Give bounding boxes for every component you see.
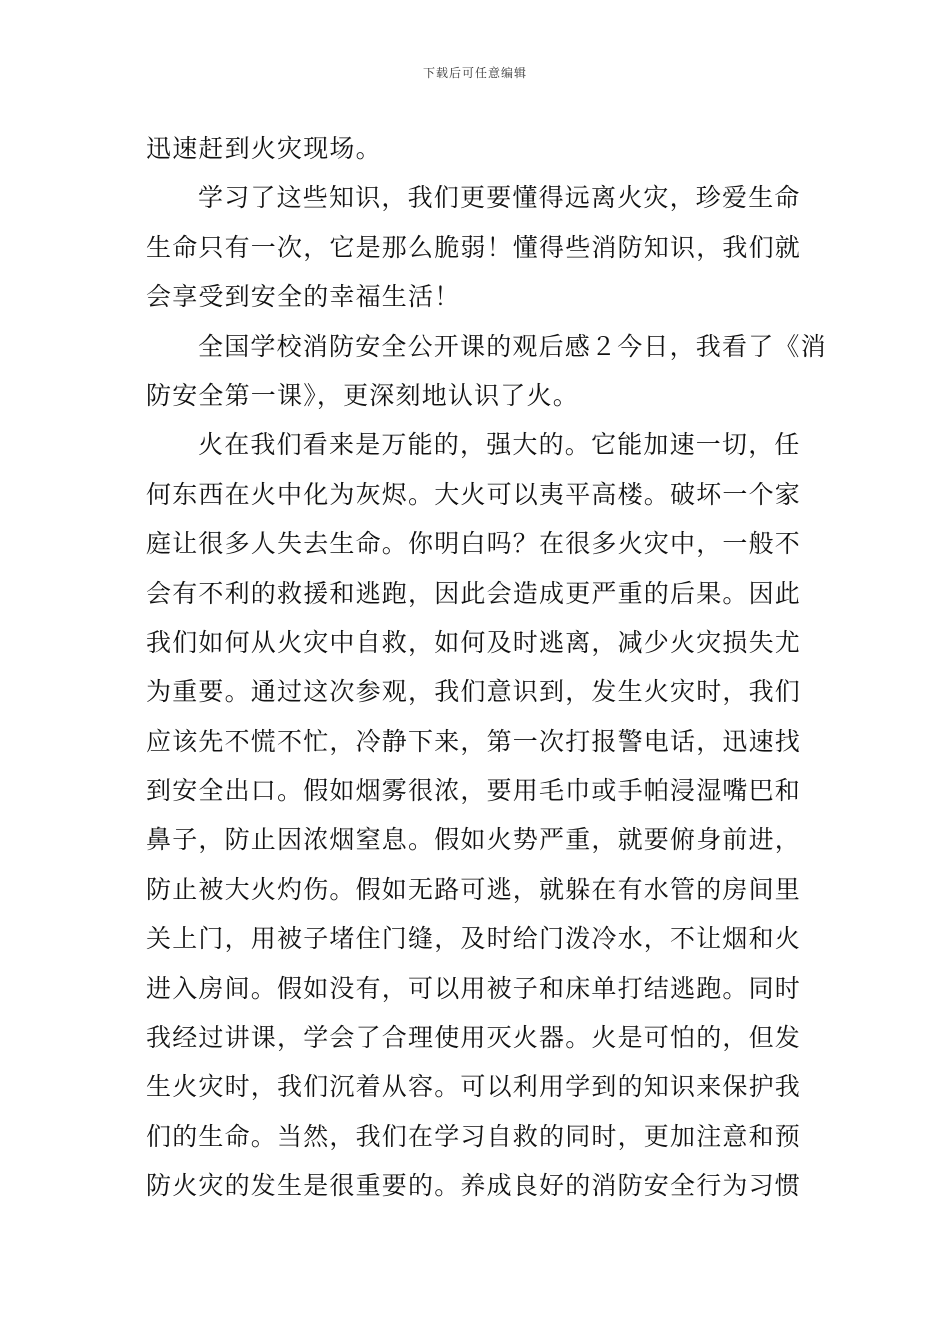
- text-line: 防止被大火灼伤。假如无路可逃，就躲在有水管的房间里: [146, 874, 802, 904]
- document-body: [146, 124, 827, 1211]
- text-line: 为重要。通过这次参观，我们意识到，发生火灾时，我们: [146, 677, 802, 707]
- text-line: 关上门，用被子堵住门缝，及时给门泼冷水，不让烟和火: [146, 924, 802, 954]
- text-line: 会享受到安全的幸福生活！: [146, 282, 461, 312]
- text-line: 防火灾的发生是很重要的。养成良好的消防安全行为习惯: [146, 1171, 802, 1201]
- text-line: 生火灾时，我们沉着从容。可以利用学到的知识来保护我: [146, 1072, 802, 1102]
- text-line: 学习了这些知识，我们更要懂得远离火灾，珍爱生命: [198, 183, 801, 213]
- text-line: 我们如何从火灾中自救，如何及时逃离，减少火灾损失尤: [146, 627, 802, 657]
- text-line: 应该先不慌不忙，冷静下来，第一次打报警电话，迅速找: [146, 726, 802, 756]
- text-line: 防安全第一课》，更深刻地认识了火。: [146, 380, 579, 410]
- text-line: 们的生命。当然，我们在学习自救的同时，更加注意和预: [146, 1121, 802, 1151]
- text-line: 何东西在火中化为灰烬。大火可以夷平高楼。破坏一个家: [146, 479, 802, 509]
- text-line: 进入房间。假如没有，可以用被子和床单打结逃跑。同时: [146, 973, 802, 1003]
- text-line: 我经过讲课，学会了合理使用灭火器。火是可怕的，但发: [146, 1023, 802, 1053]
- text-line: 迅速赶到火灾现场。: [146, 134, 382, 163]
- page-header: 下载后可任意编辑: [422, 66, 527, 80]
- text-line: 全国学校消防安全公开课的观后感２今日，我看了《消: [198, 331, 827, 361]
- text-line: 会有不利的救援和逃跑，因此会造成更严重的后果。因此: [146, 578, 802, 608]
- text-line: 火在我们看来是万能的，强大的。它能加速一切，任: [198, 430, 801, 460]
- text-line: 鼻子，防止因浓烟窒息。假如火势严重，就要俯身前进，: [146, 825, 802, 855]
- text-line: 生命只有一次，它是那么脆弱！懂得些消防知识，我们就: [146, 232, 802, 262]
- text-line: 到安全出口。假如烟雾很浓，要用毛巾或手帕浸湿嘴巴和: [146, 776, 802, 806]
- text-line: 庭让很多人失去生命。你明白吗？在很多火灾中，一般不: [146, 529, 802, 559]
